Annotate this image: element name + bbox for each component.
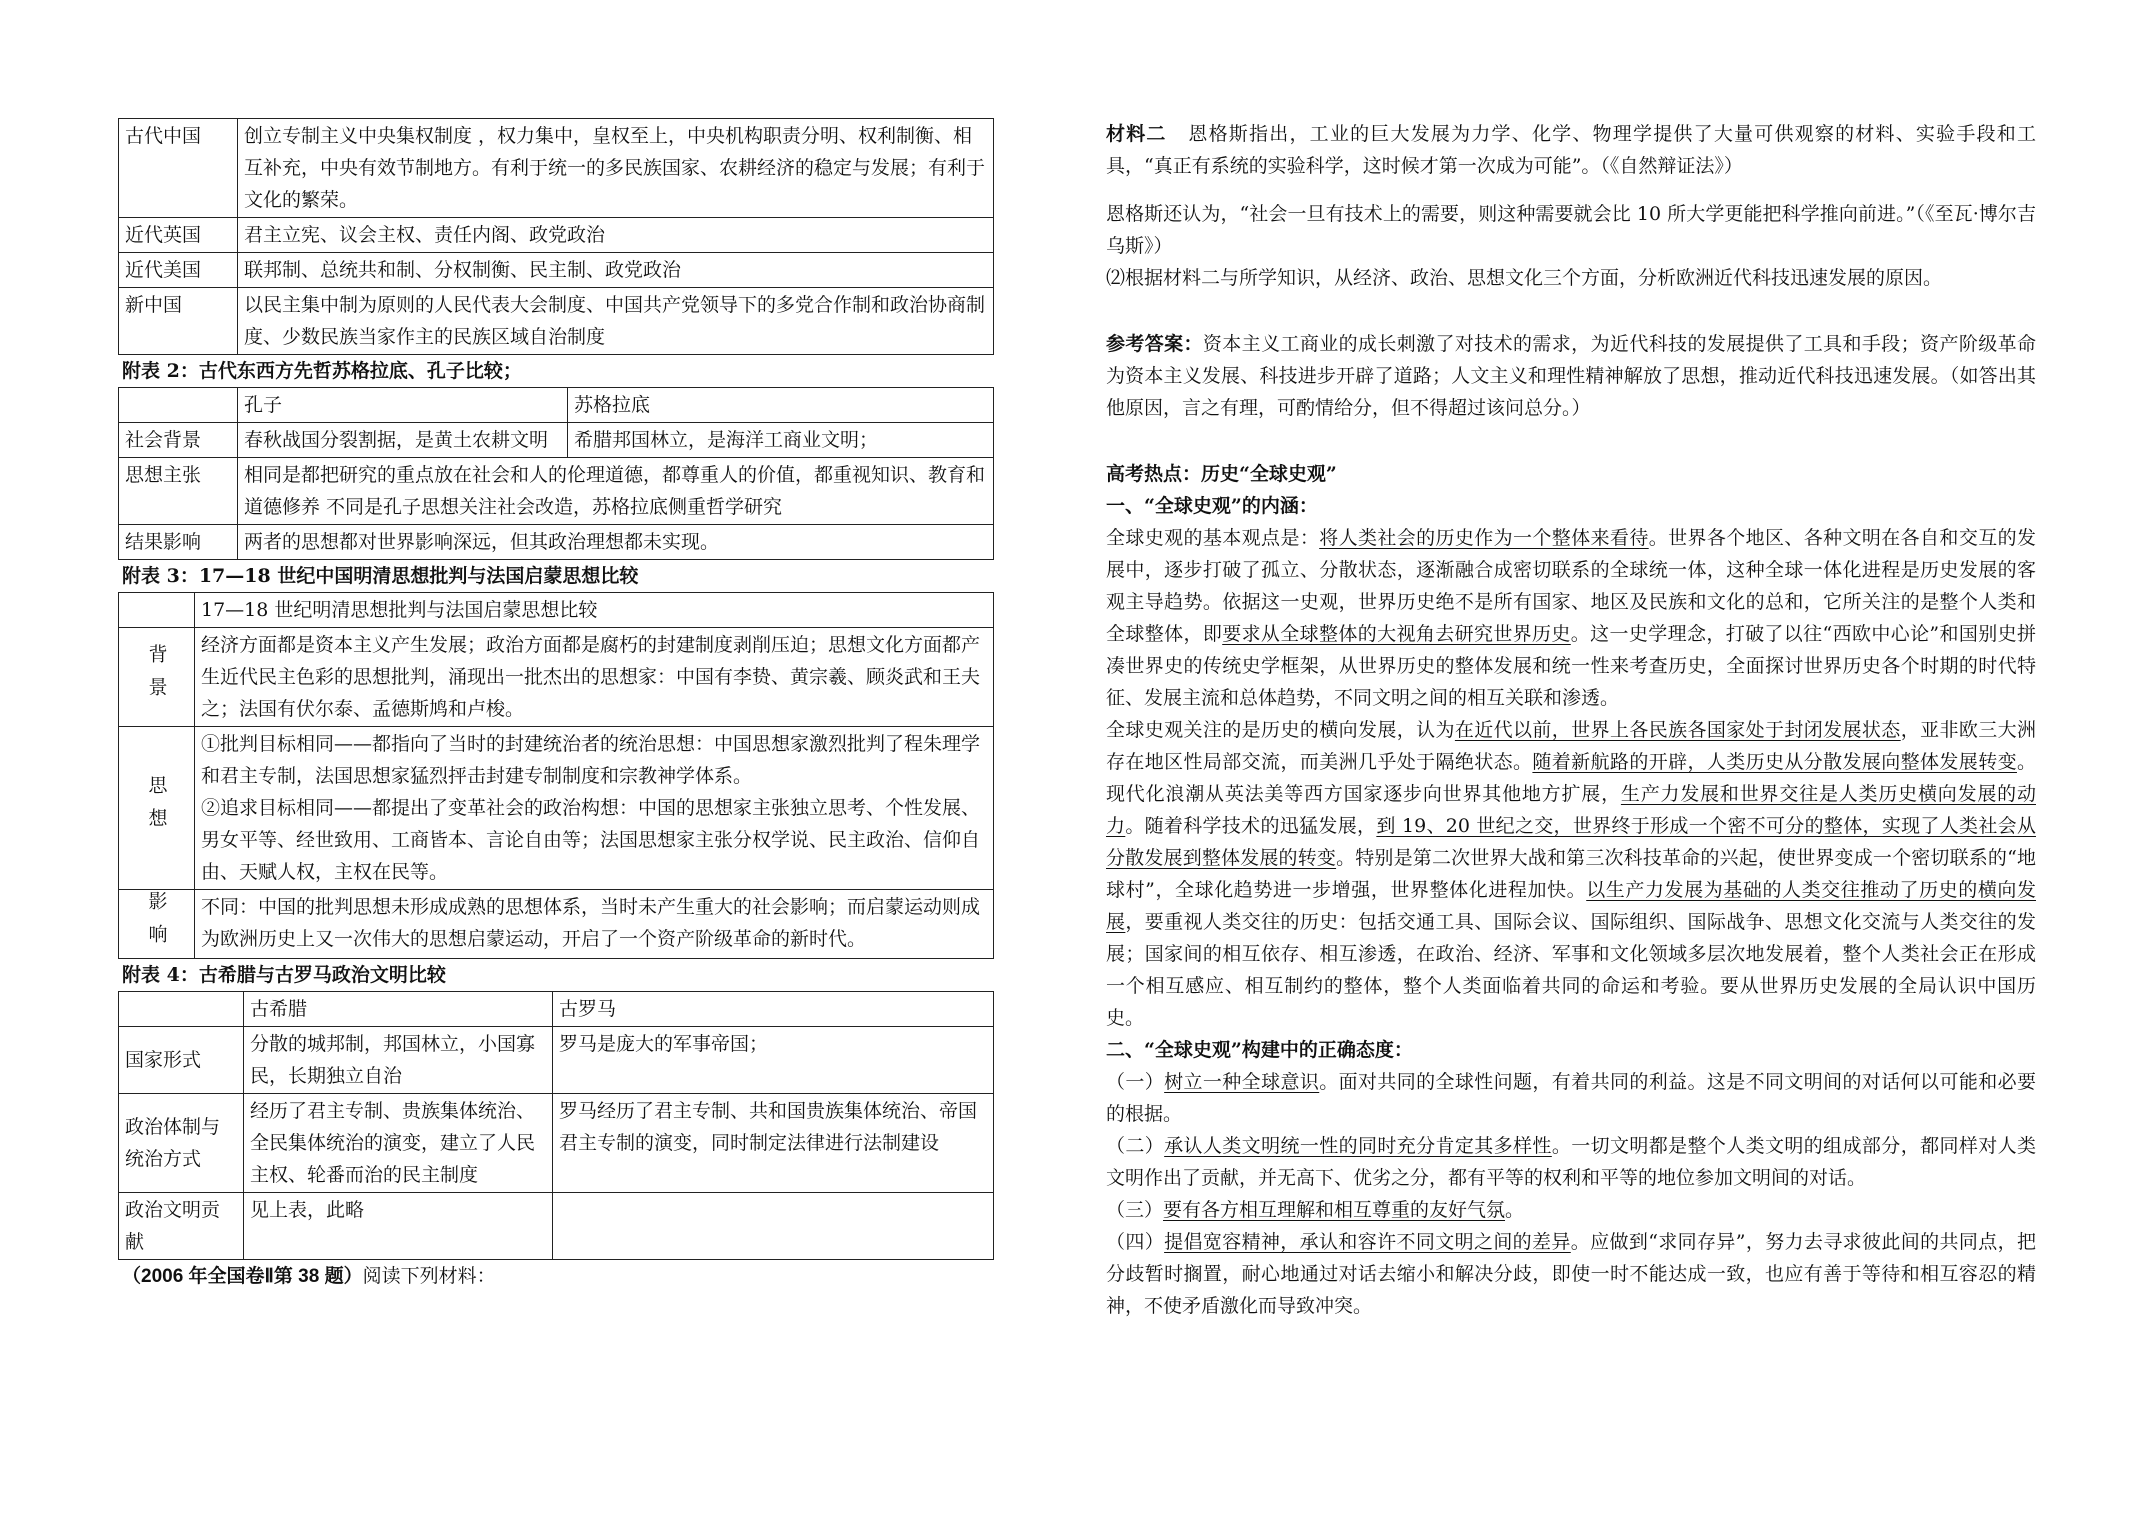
row-label: 社会背景 <box>119 423 238 458</box>
underlined-phrase: 将人类社会的历史作为一个整体来看待 <box>1319 527 1649 549</box>
header-cell <box>119 992 244 1027</box>
underlined-phrase: 树立一种全球意识 <box>1164 1071 1320 1093</box>
underlined-phrase: 生产力发展和世界交往是人类历史横向发展的动力 <box>1106 783 2036 837</box>
header-cell: 苏格拉底 <box>568 388 994 423</box>
header-cell: 17—18 世纪明清思想批判与法国启蒙思想比较 <box>195 593 994 628</box>
text-run: 。特别是第二次世界大战和第三次科技革命的兴起，使世界变成一个密切联系的“地球村”，全球化趋势进一步增强，世界整体化进程加快。 <box>1106 847 2036 901</box>
table2-caption: 附表 2：古代东西方先哲苏格拉底、孔子比较； <box>122 360 522 382</box>
underlined-phrase: 以生产力发展为基础的人类交往推动了历史的横向发展 <box>1106 879 2036 933</box>
attitude-item-1 <box>1106 1066 2036 1130</box>
table-row <box>119 218 994 253</box>
answer-text: 资本主义工商业的成长刺激了对技术的需求，为近代科技的发展提供了工具和手段；资产阶级革命为资本主义发展、科技进步开辟了道路；人文主义和理性精神解放了思想，推动近代科技迅速发展。（如答出其他原因，言之有理，可酌情给分，但不得超过该问总分。） <box>1106 333 2036 419</box>
exam-question-intro <box>118 1260 994 1293</box>
text-run: 。应做到“求同存异”，努力去寻求彼此间的共同点，把分歧暂时搁置，耐心地通过对话去缩小和解决分歧，即使一时不能达成一致，也应有善于等待和相互容忍的精神，不使矛盾激化而导致冲突。 <box>1106 1231 2036 1317</box>
row-label: 近代英国 <box>119 218 238 253</box>
row-label: 新中国 <box>119 288 238 355</box>
table3-caption: 附表 3：17—18 世纪中国明清思想批判与法国启蒙思想比较 <box>122 565 639 587</box>
row-text: 不同：中国的批判思想未形成成熟的思想体系，当时未产生重大的社会影响；而启蒙运动则成为欧洲历史上又一次伟大的思想启蒙运动，开启了一个资产阶级革命的新时代。 <box>195 890 994 959</box>
table-row <box>119 253 994 288</box>
answer-label: 参考答案： <box>1106 333 1203 355</box>
text-run: 全球史观关注的是历史的横向发展，认为 <box>1106 719 1455 741</box>
material-2 <box>1106 118 2036 182</box>
point-2: ②追求目标相同——都提出了变革社会的政治构想：中国的思想家主张独立思考、个性发展、男女平等、经世致用、工商皆本、言论自由等；法国思想家主张分权学说、民主政治、信仰自由、天赋人权，主权在民等。 <box>201 797 981 883</box>
attitude-item-3 <box>1106 1194 2036 1226</box>
greece-cell: 见上表，此略 <box>244 1193 553 1260</box>
row-text: 以民主集中制为原则的人民代表大会制度、中国共产党领导下的多党合作制和政治协商制度、少数民族当家作主的民族区域自治制度 <box>238 288 994 355</box>
item-number: （四） <box>1106 1231 1165 1253</box>
item-number: （一） <box>1106 1071 1165 1093</box>
section-1-paragraph-1 <box>1106 522 2036 714</box>
underlined-phrase: 随着新航路的开辟，人类历史从分散发展向整体发展转变 <box>1532 751 2017 773</box>
text-run: 。这一史学理念，打破了以往“西欧中心论”和国别史拼凑世界史的传统史学框架，从世界历史的整体发展和统一性来考查历史，全面探讨世界历史各个时期的时代特征、发展主流和总体趋势，不同文明之间的相互关联和渗透。 <box>1106 623 2036 709</box>
table-header-row <box>119 992 994 1027</box>
table4-caption: 附表 4：古希腊与古罗马政治文明比较 <box>122 964 446 986</box>
header-cell <box>119 388 238 423</box>
table-row <box>119 1027 994 1094</box>
left-column <box>118 118 994 1293</box>
exam-source: （2006 年全国卷Ⅱ第 38 题） <box>122 1266 363 1287</box>
underlined-phrase: 承认人类文明统一性的同时充分肯定其多样性 <box>1164 1135 1552 1157</box>
header-cell: 孔子 <box>238 388 568 423</box>
attitude-item-2 <box>1106 1130 2036 1194</box>
spacer <box>1106 424 2036 458</box>
material-2-text: 恩格斯指出，工业的巨大发展为力学、化学、物理学提供了大量可供观察的材料、实验手段和工具，“真正有系统的实验科学，这时候才第一次成为可能”。（《自然辩证法》） <box>1106 123 2036 177</box>
row-text: 两者的思想都对世界影响深远，但其政治理想都未实现。 <box>238 525 994 560</box>
greece-cell: 经历了君主专制、贵族集体统治、全民集体统治的演变，建立了人民主权、轮番而治的民主制度 <box>244 1094 553 1193</box>
right-column <box>1106 118 2036 1322</box>
text-run: 。 <box>1505 1199 1525 1221</box>
table-row <box>119 1193 994 1260</box>
table-header-row <box>119 388 994 423</box>
rome-cell <box>553 1193 994 1260</box>
greece-rome-table <box>118 991 994 1260</box>
row-label: 背景 <box>119 628 195 727</box>
row-text <box>195 727 994 890</box>
socrates-cell: 希腊邦国林立，是海洋工商业文明； <box>568 423 994 458</box>
underlined-phrase: 到 19、20 世纪之交，世界终于形成一个密不可分的整体，实现了人类社会从分散发展到整体发展的转变 <box>1106 815 2036 869</box>
socrates-confucius-table <box>118 387 994 560</box>
item-number: （三） <box>1106 1199 1164 1221</box>
political-systems-table <box>118 118 994 355</box>
row-label: 影响 <box>119 890 195 959</box>
row-label: 思想主张 <box>119 458 238 525</box>
row-text: 联邦制、总统共和制、分权制衡、民主制、政党政治 <box>238 253 994 288</box>
enlightenment-table <box>118 592 994 959</box>
rome-cell: 罗马是庞大的军事帝国； <box>553 1027 994 1094</box>
text-run: ，要重视人类交往的历史：包括交通工具、国际会议、国际组织、国际战争、思想文化交流与人类交往的发展；国家间的相互依存、相互渗透，在政治、经济、军事和文化领域多层次地发展着，整个人类社会正在形成一个相互感应、相互制约的整体，整个人类面临着共同的命运和考验。要从世界历史发展的全局认识中国历史。 <box>1106 911 2036 1029</box>
table-row <box>119 423 994 458</box>
header-cell: 古希腊 <box>244 992 553 1027</box>
spacer <box>1106 294 2036 328</box>
row-text: 相同是都把研究的重点放在社会和人的伦理道德，都尊重人的价值，都重视知识、教育和道德修养 不同是孔子思想关注社会改造，苏格拉底侧重哲学研究 <box>238 458 994 525</box>
spacer <box>1106 182 2036 198</box>
row-label: 结果影响 <box>119 525 238 560</box>
rome-cell: 罗马经历了君主专制、共和国贵族集体统治、帝国君主专制的演变，同时制定法律进行法制建设 <box>553 1094 994 1193</box>
row-label: 思想 <box>119 727 195 890</box>
row-label: 近代美国 <box>119 253 238 288</box>
row-label: 政治文明贡献 <box>119 1193 244 1260</box>
text-run: 。现代化浪潮从英法美等西方国家逐步向世界其他地方扩展， <box>1106 751 2036 805</box>
table-row <box>119 727 994 890</box>
underlined-phrase: 要有各方相互理解和相互尊重的友好气氛 <box>1163 1199 1506 1221</box>
attitude-item-4 <box>1106 1226 2036 1322</box>
item-number: （二） <box>1106 1135 1165 1157</box>
table-header-row <box>119 593 994 628</box>
reference-answer <box>1106 328 2036 424</box>
section-1-paragraph-2 <box>1106 714 2036 1034</box>
text-run: 全球史观的基本观点是： <box>1106 527 1320 549</box>
table-row <box>119 890 994 959</box>
table-row <box>119 288 994 355</box>
section-1-title: 一、“全球史观”的内涵： <box>1106 495 1318 517</box>
text-run: 。面对共同的全球性问题，有着共同的利益。这是不同文明间的对话何以可能和必要的根据。 <box>1106 1071 2036 1125</box>
point-1: ①批判目标相同——都指向了当时的封建统治者的统治思想：中国思想家激烈批判了程朱理学和君主专制，法国思想家猛烈抨击封建专制制度和宗教神学体系。 <box>201 733 981 787</box>
engels-quote: 恩格斯还认为，“社会一旦有技术上的需要，则这种需要就会比 10 所大学更能把科学推向前进。”（《至瓦·博尔吉乌斯》） <box>1106 203 2036 257</box>
underlined-phrase: 在近代以前，世界上各民族各国家处于封闭发展状态 <box>1454 719 1901 741</box>
hot-topic-title: 高考热点：历史“全球史观” <box>1106 463 1337 485</box>
text-run: ，亚非欧三大洲存在地区性局部交流，而美洲几乎处于隔绝状态。 <box>1106 719 2036 773</box>
row-label: 政治体制与统治方式 <box>119 1094 244 1193</box>
question-2: ⑵根据材料二与所学知识，从经济、政治、思想文化三个方面，分析欧洲近代科技迅速发展的原因。 <box>1106 267 1943 289</box>
material-2-label: 材料二 <box>1106 123 1167 145</box>
row-text: 创立专制主义中央集权制度 ，权力集中，皇权至上，中央机构职责分明、权利制衡、相互补充，中央有效节制地方。有利于统一的多民族国家、农耕经济的稳定与发展；有利于文化的繁荣。 <box>238 119 994 218</box>
underlined-phrase: 提倡宽容精神，承认和容许不同文明之间的差异 <box>1164 1231 1571 1253</box>
table-row <box>119 458 994 525</box>
greece-cell: 分散的城邦制，邦国林立，小国寡民，长期独立自治 <box>244 1027 553 1094</box>
table-row <box>119 628 994 727</box>
text-run: 。世界各个地区、各种文明在各自和交互的发展中，逐步打破了孤立、分散状态，逐渐融合成密切联系的全球统一体，这种全球一体化进程是历史发展的客观主导趋势。依据这一史观，世界历史绝不是所有国家、地区及民族和文化的总和，它所关注的是整个人类和全球整体，即 <box>1106 527 2036 645</box>
confucius-cell: 春秋战国分裂割据，是黄土农耕文明 <box>238 423 568 458</box>
header-cell: 古罗马 <box>553 992 994 1027</box>
text-run: 。一切文明都是整个人类文明的组成部分，都同样对人类文明作出了贡献，并无高下、优劣之分，都有平等的权利和平等的地位参加文明间的对话。 <box>1106 1135 2036 1189</box>
text-run: 。随着科学技术的迅猛发展， <box>1125 815 1377 837</box>
section-2-title: 二、“全球史观”构建中的正确态度： <box>1106 1039 1413 1061</box>
row-text: 君主立宪、议会主权、责任内阁、政党政治 <box>238 218 994 253</box>
table-row <box>119 119 994 218</box>
header-cell <box>119 593 195 628</box>
table-row <box>119 525 994 560</box>
exam-instruction: 阅读下列材料： <box>362 1265 496 1287</box>
underlined-phrase: 要求从全球整体的大视角去研究世界历史 <box>1222 623 1571 645</box>
row-text: 经济方面都是资本主义产生发展；政治方面都是腐朽的封建制度剥削压迫；思想文化方面都产生近代民主色彩的思想批判，涌现出一批杰出的思想家：中国有李贽、黄宗羲、顾炎武和王夫之；法国有伏尔泰、孟德斯鸠和卢梭。 <box>195 628 994 727</box>
row-label: 古代中国 <box>119 119 238 218</box>
row-label: 国家形式 <box>119 1027 244 1094</box>
table-row <box>119 1094 994 1193</box>
